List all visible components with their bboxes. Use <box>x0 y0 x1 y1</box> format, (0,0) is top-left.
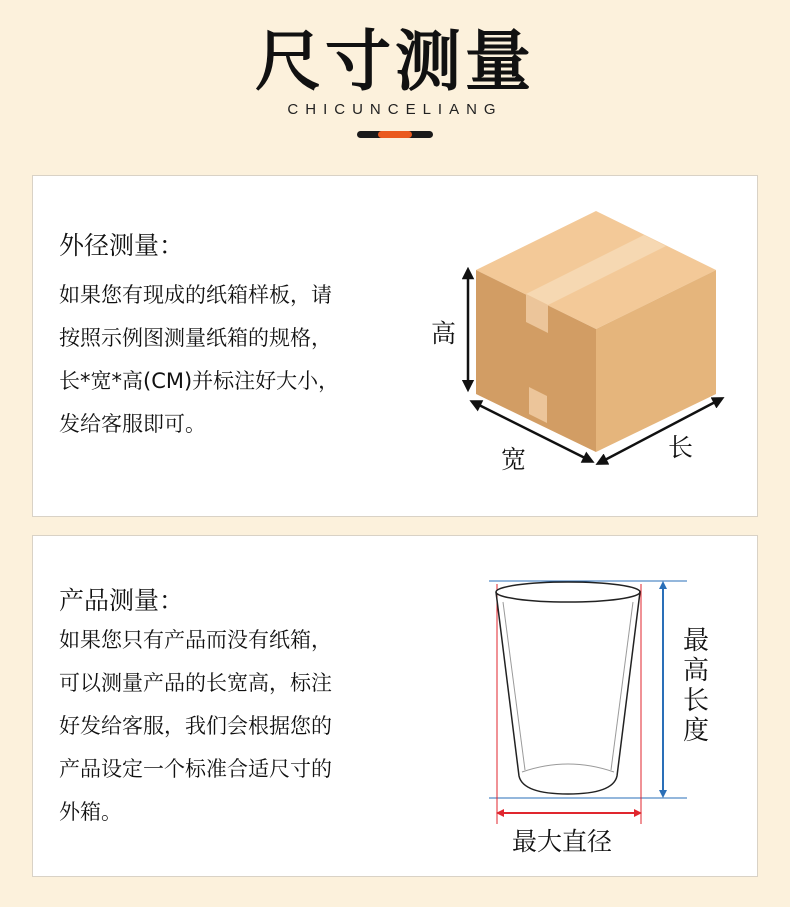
product-line-5: 外箱。 <box>59 800 122 824</box>
outer-measure-card <box>32 175 758 517</box>
product-line-4: 产品设定一个标准合适尺寸的 <box>59 757 332 781</box>
outer-measure-title: 外径测量： <box>59 231 185 260</box>
page-subtitle: CHICUNCELIANG <box>287 101 503 118</box>
product-measure-card <box>32 535 758 877</box>
cup-inner-base <box>522 764 614 772</box>
title-underline-accent <box>378 131 412 138</box>
label-width: 宽 <box>501 445 527 474</box>
label-max-length <box>683 626 709 746</box>
outer-line-4: 发给客服即可。 <box>59 412 206 436</box>
page-title: 尺寸测量 <box>255 23 535 100</box>
product-measure-title: 产品测量： <box>59 586 185 615</box>
outer-line-1: 如果您有现成的纸箱样板，请 <box>59 283 332 307</box>
label-max-diameter: 最大直径 <box>512 827 613 856</box>
cup-illustration <box>33 536 759 878</box>
label-max-length-1: 最 <box>683 626 710 656</box>
product-line-1: 如果您只有产品而没有纸箱， <box>59 628 332 652</box>
label-max-length-3: 长 <box>683 686 710 716</box>
outer-line-2: 按照示例图测量纸箱的规格， <box>59 326 332 350</box>
label-max-length-2: 高 <box>683 656 710 686</box>
product-line-3: 好发给客服，我们会根据您的 <box>59 714 332 738</box>
cup-inner-left <box>503 602 525 770</box>
label-length: 长 <box>668 433 694 462</box>
cup-rim <box>496 582 640 602</box>
box-illustration <box>33 176 759 518</box>
cup-inner-right <box>611 602 633 770</box>
product-line-2: 可以测量产品的长宽高，标注 <box>59 671 332 695</box>
outer-line-3: 长*宽*高(CM)并标注好大小， <box>59 369 340 393</box>
label-height: 高 <box>431 319 457 348</box>
label-max-length-4: 度 <box>683 716 710 746</box>
